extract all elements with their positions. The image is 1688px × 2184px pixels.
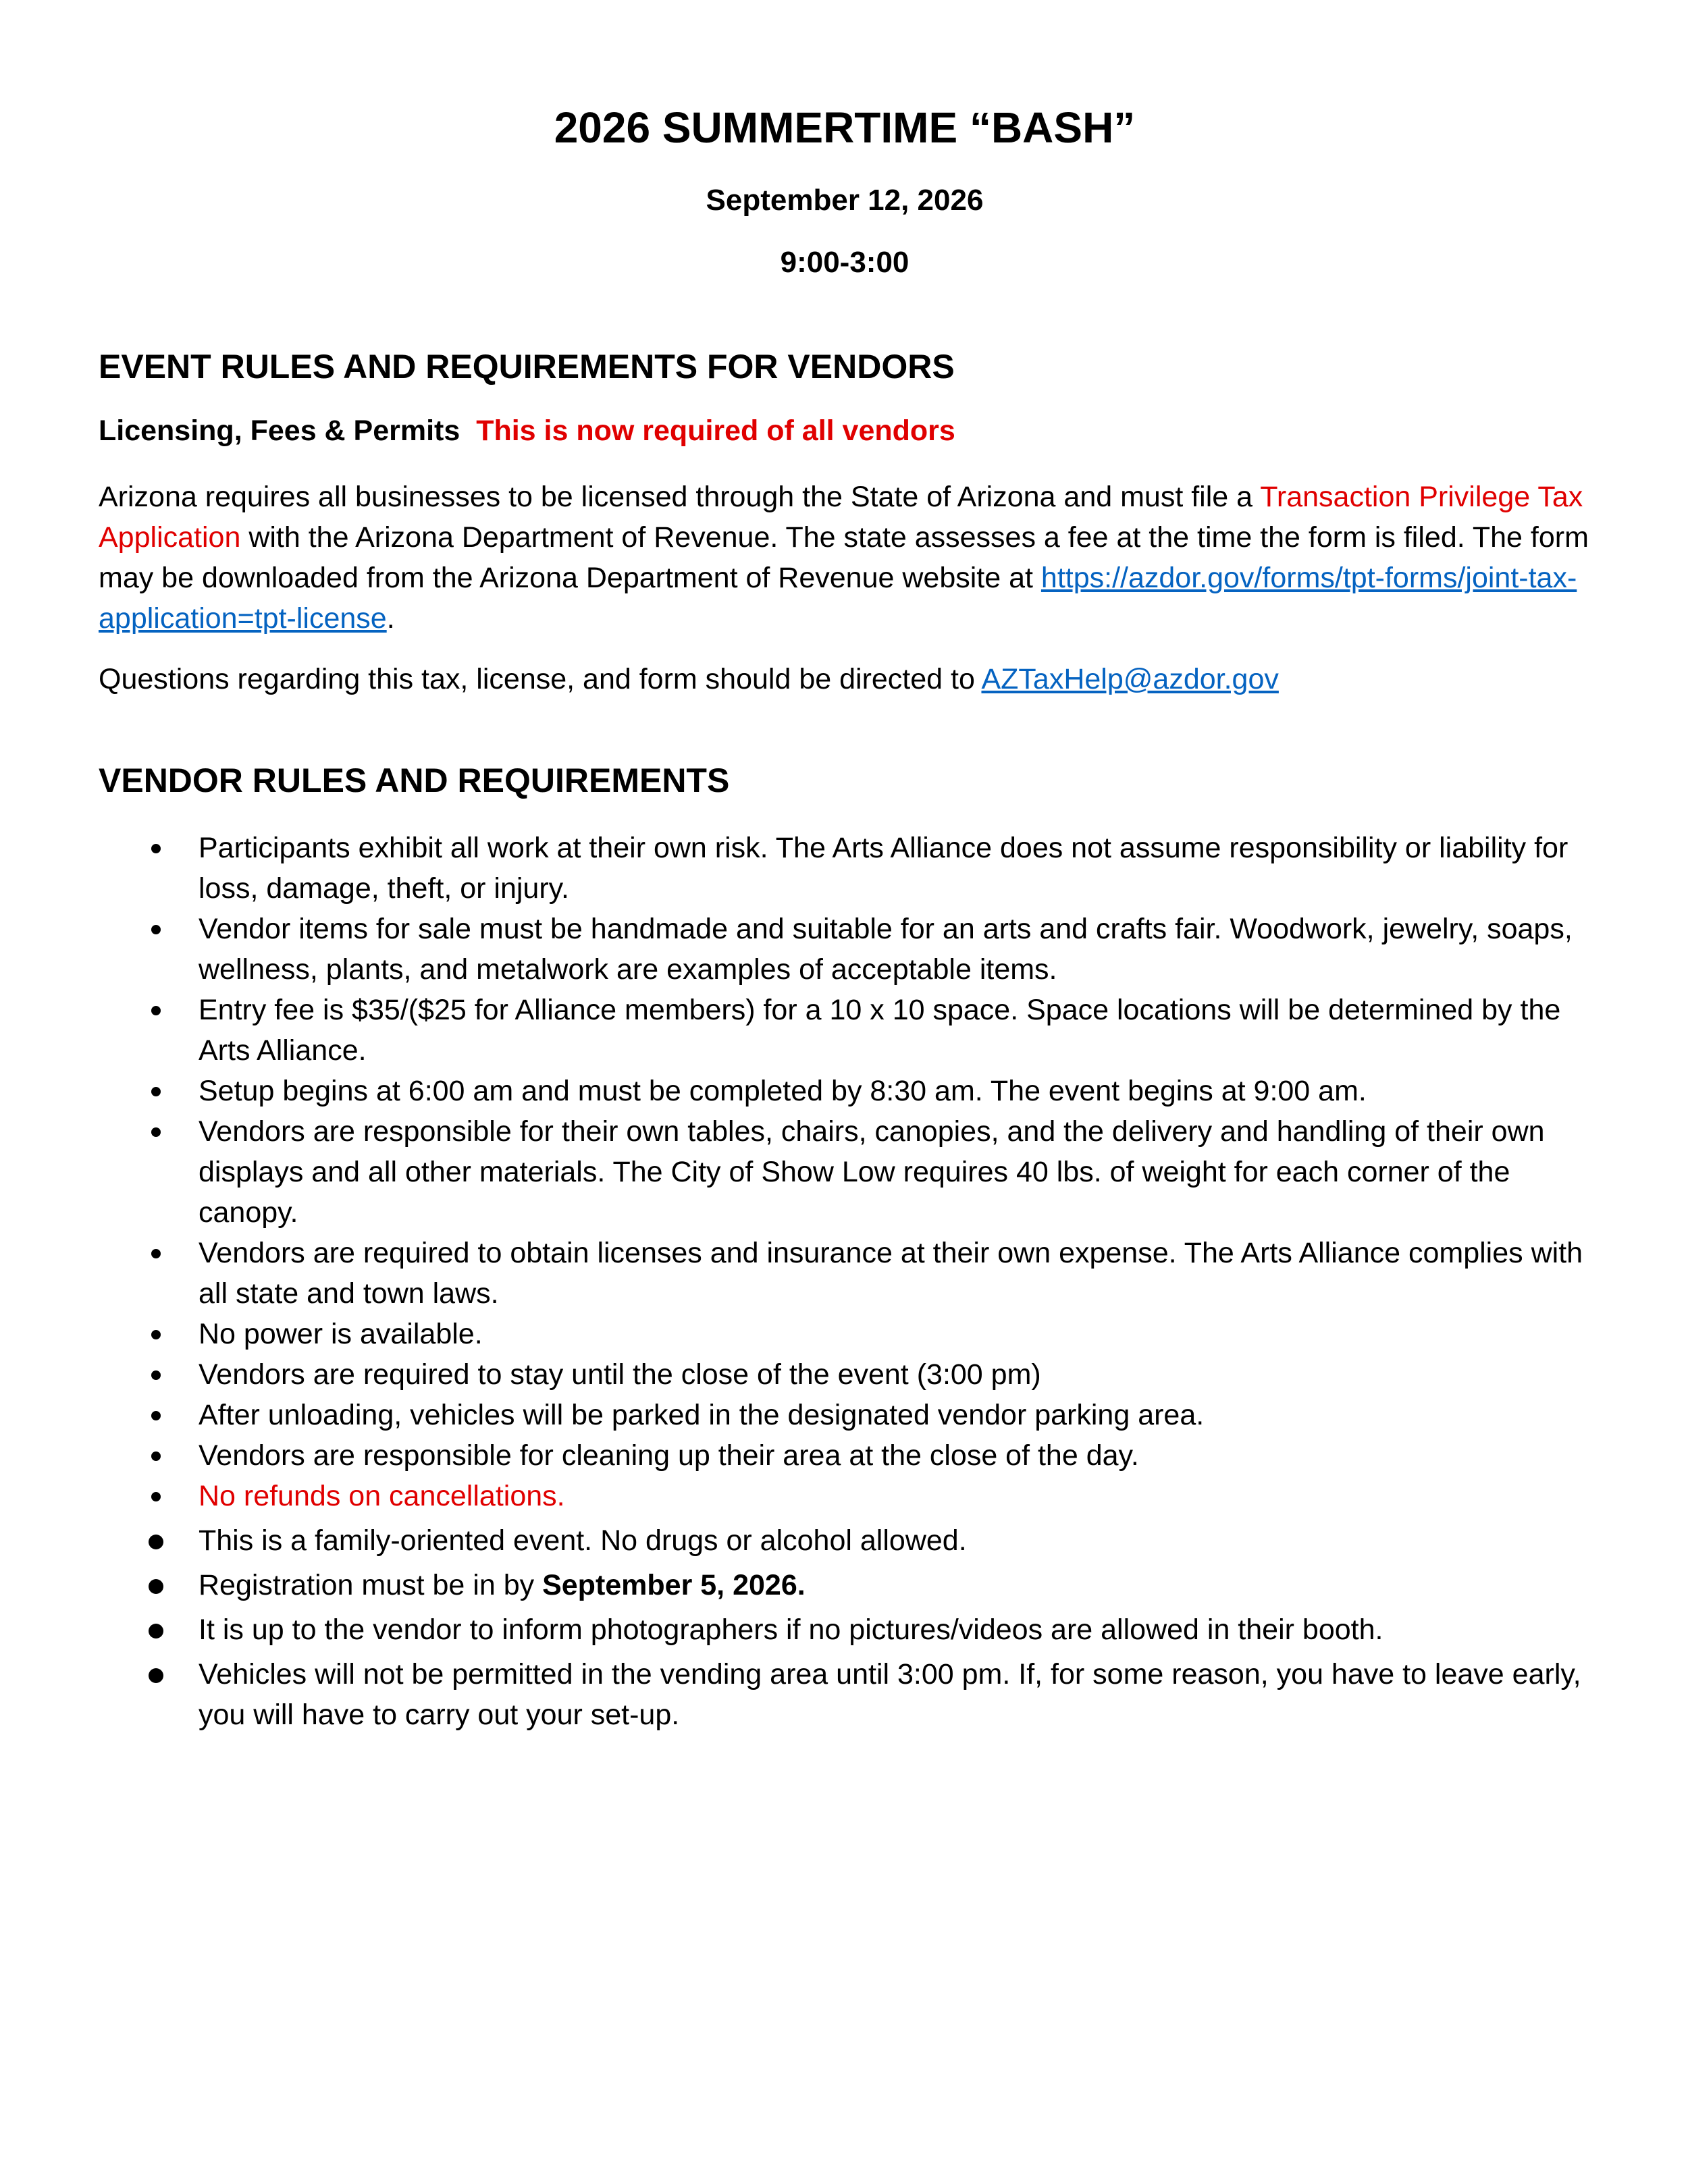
list-item bbox=[99, 1071, 1591, 1111]
licensing-text-1: Arizona requires all businesses to be licensed through the State of Arizona and must file a bbox=[99, 481, 1261, 513]
list-item bbox=[99, 1609, 1591, 1650]
licensing-required-note: This is now required of all vendors bbox=[476, 415, 955, 447]
bullet-icon bbox=[149, 1535, 163, 1549]
event-rules-heading: EVENT RULES AND REQUIREMENTS FOR VENDORS bbox=[99, 348, 955, 385]
list-item bbox=[99, 990, 1591, 1071]
licensing-text-end: . bbox=[386, 602, 395, 635]
bullet-icon bbox=[151, 925, 161, 934]
list-item bbox=[99, 1233, 1591, 1314]
list-item-text: Vendors are required to obtain licenses and insurance at their own expense. The Arts Alliance complies with all state and town laws. bbox=[199, 1237, 1583, 1310]
list-item bbox=[99, 1314, 1591, 1354]
list-item bbox=[99, 1654, 1591, 1735]
vendor-rules-list bbox=[99, 828, 1591, 1735]
list-item-text: Vendors are responsible for their own tables, chairs, canopies, and the delivery and handling of their own displays and all other materials. The City of Show Low requires 40 lbs. of weight for each corner of the canopy. bbox=[199, 1115, 1545, 1229]
list-item-text: Registration must be in by bbox=[199, 1569, 543, 1601]
list-item bbox=[99, 1354, 1591, 1395]
bullet-icon bbox=[151, 1370, 161, 1380]
list-item-text: Setup begins at 6:00 am and must be completed by 8:30 am. The event begins at 9:00 am. bbox=[199, 1075, 1367, 1107]
bullet-icon bbox=[151, 1451, 161, 1461]
list-item-text: Participants exhibit all work at their own risk. The Arts Alliance does not assume responsibility or liability for loss, damage, theft, or injury. bbox=[199, 832, 1568, 905]
list-item-text: After unloading, vehicles will be parked in the designated vendor parking area. bbox=[199, 1399, 1205, 1431]
bullet-icon bbox=[151, 1330, 161, 1339]
bullet-icon bbox=[151, 1249, 161, 1258]
tpt-application-text: Transaction Privilege Tax Application bbox=[99, 481, 1583, 554]
list-item bbox=[99, 1395, 1591, 1435]
list-item bbox=[99, 909, 1591, 990]
bullet-icon bbox=[149, 1579, 163, 1594]
list-item-text: Entry fee is $35/($25 for Alliance members) for a 10 x 10 space. Space locations will be determined by the Arts Alliance. bbox=[199, 994, 1561, 1067]
bullet-icon bbox=[151, 1087, 161, 1096]
list-item-text: No refunds on cancellations. bbox=[199, 1480, 565, 1512]
list-item bbox=[99, 828, 1591, 909]
bullet-icon bbox=[151, 844, 161, 853]
tax-help-email-link[interactable]: AZTaxHelp@azdor.gov bbox=[981, 663, 1279, 695]
list-item-text: Vehicles will not be permitted in the vending area until 3:00 pm. If, for some reason, you have to leave early, you will have to carry out your set-up. bbox=[199, 1658, 1581, 1731]
bullet-icon bbox=[149, 1668, 163, 1683]
bullet-icon bbox=[151, 1492, 161, 1501]
licensing-subheading-label: Licensing, Fees & Permits bbox=[99, 415, 460, 447]
questions-text: Questions regarding this tax, license, and form should be directed to bbox=[99, 663, 982, 695]
list-item bbox=[99, 1435, 1591, 1476]
bullet-icon bbox=[149, 1624, 163, 1639]
page-title: 2026 SUMMERTIME “BASH” bbox=[554, 103, 1136, 152]
list-item-text: Vendors are required to stay until the close of the event (3:00 pm) bbox=[199, 1358, 1041, 1391]
vendor-rules-heading: VENDOR RULES AND REQUIREMENTS bbox=[99, 762, 730, 799]
event-date: September 12, 2026 bbox=[706, 184, 984, 217]
list-item-text: Vendors are responsible for cleaning up their area at the close of the day. bbox=[199, 1439, 1139, 1472]
list-item-no-refunds bbox=[99, 1476, 1591, 1516]
registration-deadline: September 5, 2026. bbox=[542, 1569, 806, 1601]
bullet-icon bbox=[151, 1127, 161, 1137]
licensing-paragraph bbox=[99, 477, 1591, 639]
list-item-text: Vendor items for sale must be handmade and suitable for an arts and crafts fair. Woodwork, jewelry, soaps, wellness, plants, and metalwork are examples of acceptable items. bbox=[199, 913, 1573, 986]
bullet-icon bbox=[151, 1006, 161, 1015]
list-item-registration bbox=[99, 1565, 1591, 1605]
list-item bbox=[99, 1520, 1591, 1561]
tpt-license-link[interactable]: https://azdor.gov/forms/tpt-forms/joint-tax-application=tpt-license bbox=[99, 562, 1577, 635]
questions-paragraph bbox=[99, 659, 1591, 699]
list-item-text: It is up to the vendor to inform photographers if no pictures/videos are allowed in their booth. bbox=[199, 1614, 1383, 1646]
bullet-icon bbox=[151, 1411, 161, 1420]
list-item-text: No power is available. bbox=[199, 1318, 483, 1350]
event-time: 9:00-3:00 bbox=[780, 246, 909, 279]
licensing-text-2: with the Arizona Department of Revenue. The state assesses a fee at the time the form is filed. The form may be downloaded from the Arizona Department of Revenue website at bbox=[99, 521, 1589, 594]
list-item-text: This is a family-oriented event. No drugs or alcohol allowed. bbox=[199, 1524, 967, 1557]
list-item bbox=[99, 1111, 1591, 1233]
licensing-subheading bbox=[99, 415, 955, 448]
